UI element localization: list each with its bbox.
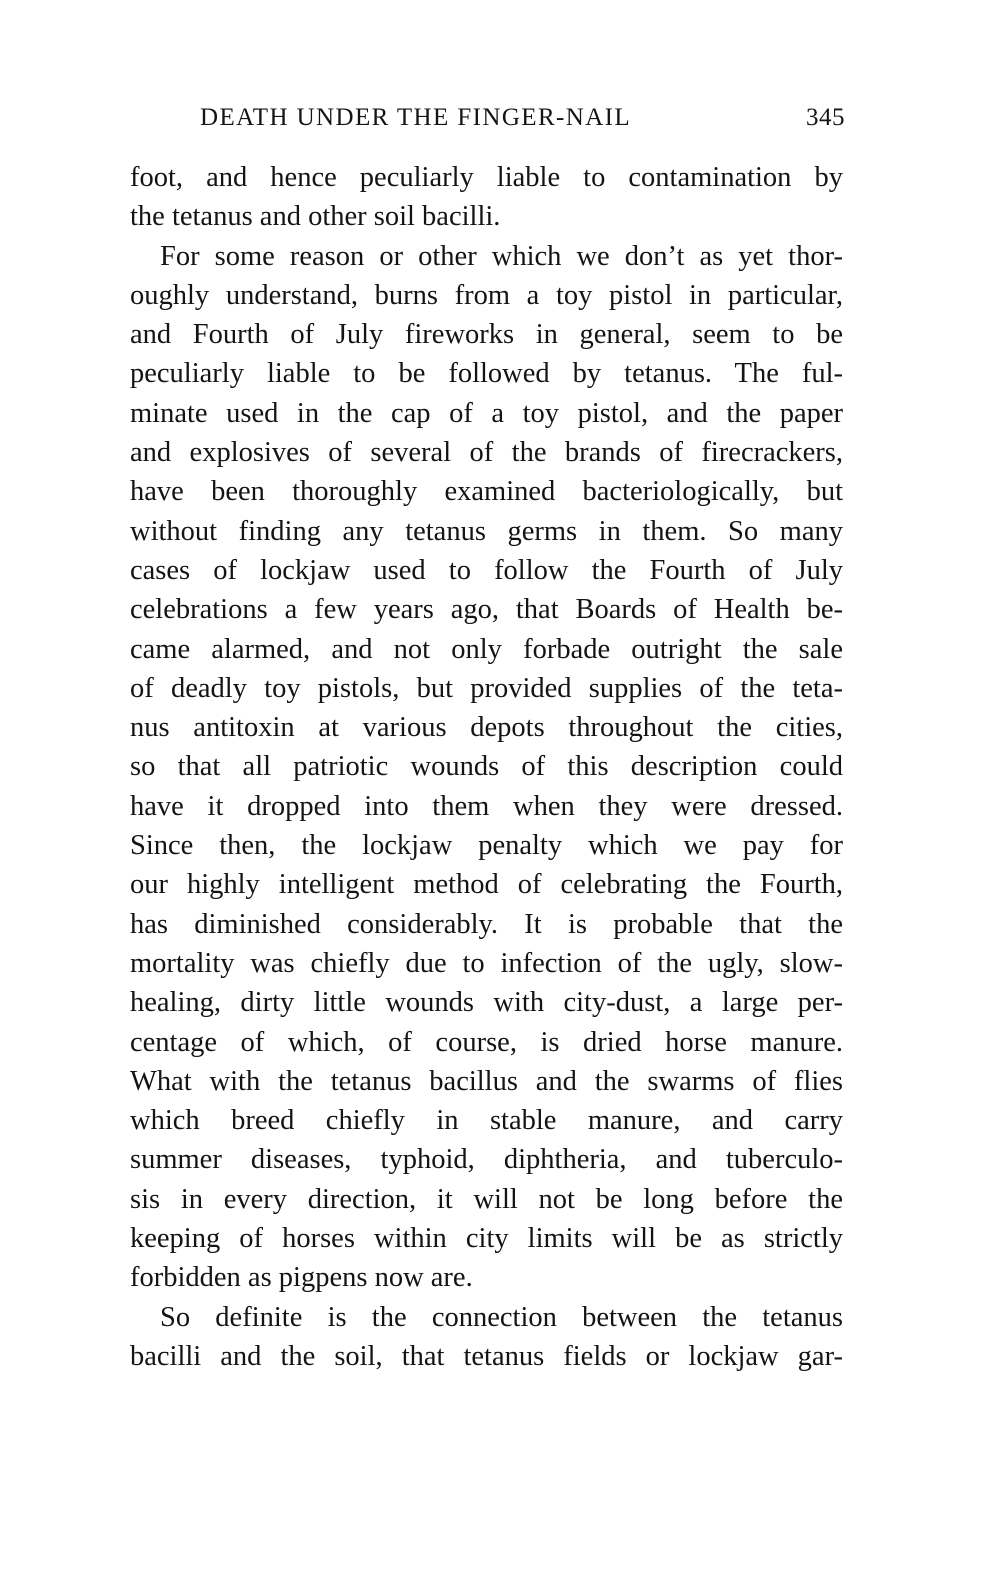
text-line: forbidden as pigpens now are. (130, 1262, 473, 1294)
text-line: What with the tetanus bacillus and the swarms of flies (130, 1065, 843, 1097)
text-line: sis in every direction, it will not be long before the (130, 1183, 843, 1215)
text-line: has diminished considerably. It is probable that the (130, 908, 843, 940)
text-line: bacilli and the soil, that tetanus fields or lockjaw gar- (130, 1340, 843, 1372)
text-line: and explosives of several of the brands of firecrackers, (130, 437, 843, 469)
text-line: nus antitoxin at various depots throughout the cities, (130, 712, 843, 744)
text-line: keeping of horses within city limits will be as strictly (130, 1223, 843, 1255)
text-line: our highly intelligent method of celebrating the Fourth, (130, 869, 843, 901)
text-line: foot, and hence peculiarly liable to contamination by (130, 162, 843, 193)
text-line: have been thoroughly examined bacteriologically, but (130, 476, 843, 508)
text-line: the tetanus and other soil bacilli. (130, 201, 501, 233)
text-line: Since then, the lockjaw penalty which we pay for (130, 830, 843, 862)
running-title: DEATH UNDER THE FINGER-NAIL (200, 104, 632, 131)
page-header (200, 96, 845, 146)
page-number: 345 (806, 104, 845, 131)
text-line: cases of lockjaw used to follow the Fourth of July (130, 554, 843, 586)
text-line: celebrations a few years ago, that Boards of Health be- (130, 594, 843, 626)
text-line: peculiarly liable to be followed by tetanus. The ful- (130, 358, 843, 390)
text-line: summer diseases, typhoid, diphtheria, and tuberculo- (130, 1144, 843, 1176)
text-line: of deadly toy pistols, but provided supplies of the teta- (130, 672, 843, 704)
text-line: For some reason or other which we don’t as yet thor- (160, 240, 843, 272)
text-line: without finding any tetanus germs in them. So many (130, 515, 843, 547)
text-line: and Fourth of July fireworks in general, seem to be (130, 319, 843, 351)
text-line: so that all patriotic wounds of this description could (130, 751, 843, 783)
body-text (130, 158, 843, 1376)
text-line: minate used in the cap of a toy pistol, and the paper (130, 397, 843, 429)
text-line: came alarmed, and not only forbade outright the sale (130, 633, 843, 665)
text-line: have it dropped into them when they were dressed. (130, 790, 843, 822)
text-line: oughly understand, burns from a toy pistol in particular, (130, 279, 843, 311)
text-line: which breed chiefly in stable manure, and carry (130, 1105, 843, 1137)
text-line: healing, dirty little wounds with city-dust, a large per- (130, 987, 843, 1019)
text-line: centage of which, of course, is dried horse manure. (130, 1026, 843, 1058)
text-line: mortality was chiefly due to infection of the ugly, slow- (130, 947, 843, 979)
text-line: So definite is the connection between the tetanus (160, 1301, 843, 1333)
